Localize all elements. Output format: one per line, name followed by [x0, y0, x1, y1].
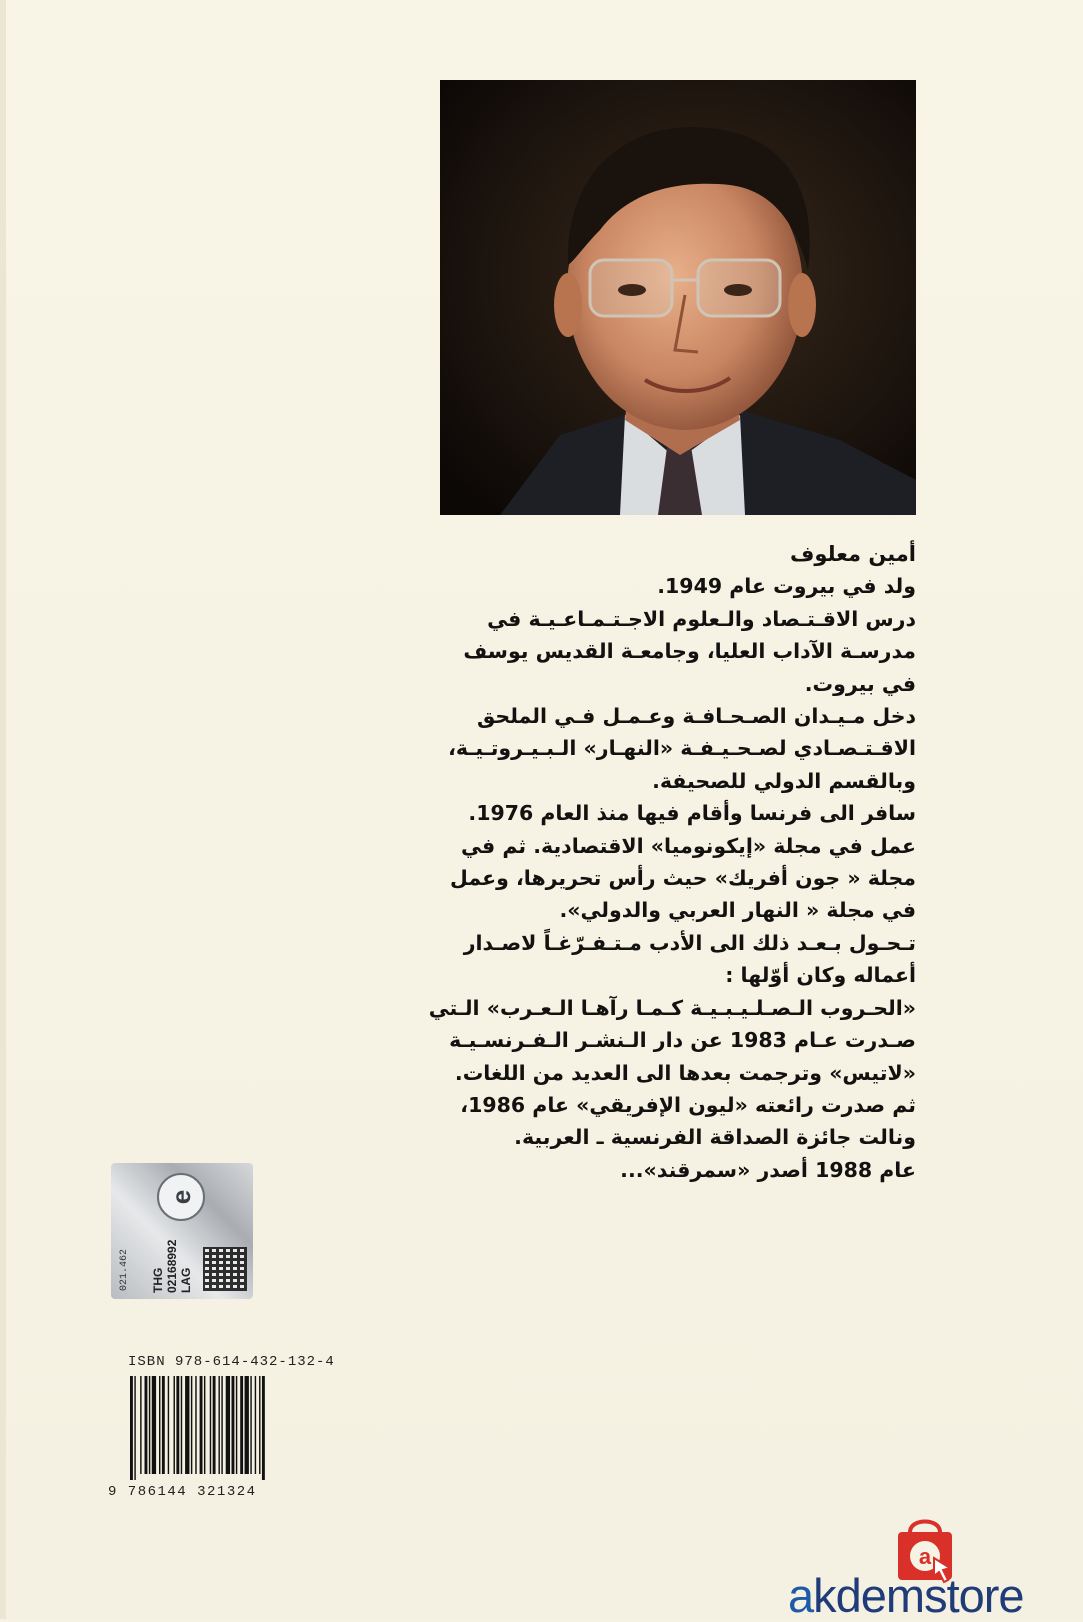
barcode-bar [240, 1376, 243, 1474]
bio-line: صـدرت عـام 1983 عن دار الـنشـر الـفـرنسـيـة [449, 1028, 916, 1053]
barcode-digits: 9 786144 321324 [108, 1484, 257, 1500]
barcode-bar [262, 1376, 265, 1480]
bio-line: ولد في بيروت عام 1949. [657, 574, 916, 599]
svg-text:a: a [918, 1544, 932, 1569]
qr-code-icon [203, 1247, 247, 1291]
barcode-bar [134, 1376, 135, 1480]
sticker-code: 021.462 [119, 1248, 130, 1291]
store-name-rest: kdemstore [813, 1569, 1024, 1622]
barcode-bar [191, 1376, 192, 1474]
sticker-text [151, 1223, 193, 1293]
barcode-bar [195, 1376, 196, 1474]
barcode-bar [174, 1376, 175, 1474]
bio-line: مدرسـة الآداب العليا، وجامعـة القديس يوسف [463, 639, 916, 664]
barcode-bar [149, 1376, 150, 1474]
barcode-bar [176, 1376, 179, 1474]
bio-line: ثم صدرت رائعته «ليون الإفريقي» عام 1986، [460, 1092, 916, 1117]
bio-line: عام 1988 أصدر «سمرقند»... [620, 1157, 916, 1182]
store-name [788, 1569, 1083, 1622]
bio-line: تـحـول بـعـد ذلك الى الأدب مـتـفـرّغـاً لاصـدار [463, 930, 916, 955]
barcode-bar [181, 1376, 182, 1474]
barcode-bar [259, 1376, 260, 1474]
hologram-sticker [111, 1163, 253, 1299]
sticker-line: 02168992 [165, 1239, 179, 1293]
author-biography [428, 538, 916, 1186]
barcode-bar [140, 1376, 141, 1474]
bio-line: «الحـروب الـصـلـيـبـيـة كـمـا رآهـا الـعـرب» الـتي [428, 995, 916, 1020]
barcode-bar [245, 1376, 249, 1474]
barcode-bar [232, 1376, 235, 1474]
author-photo [440, 80, 916, 515]
barcode-bar [250, 1376, 251, 1474]
bio-line: مجلة « جون أفريك» حيث رأس تحريرها، وعمل [450, 866, 916, 891]
isbn-label: ISBN 978-614-432-132-4 [128, 1354, 335, 1370]
bio-line: «لاتيس» وترجمت بعدها الى العديد من اللغات. [454, 1060, 916, 1085]
barcode-bar [236, 1376, 237, 1474]
bio-line: أعماله وكان أوّلها : [725, 963, 916, 988]
barcode-bar [145, 1376, 148, 1474]
bio-line: دخل مـيـدان الصـحـافـة وعـمـل فـي الملحق [476, 704, 916, 729]
bio-line: في مجلة « النهار العربي والدولي». [559, 898, 916, 923]
barcode-bar [213, 1376, 216, 1474]
bio-line: في بيروت. [804, 671, 916, 696]
barcode-bar [130, 1376, 133, 1480]
barcode-bar [162, 1376, 165, 1474]
barcode-bar [210, 1376, 211, 1474]
bio-line: الاقـتـصـادي لصـحـيـفـة «النهـار» الـبـيـروتـيـة، [448, 736, 916, 761]
barcode-bar [226, 1376, 230, 1474]
cover-edge [0, 0, 6, 1619]
barcode-bar [221, 1376, 222, 1474]
bio-line: سافر الى فرنسا وأقام فيها منذ العام 1976. [468, 801, 916, 826]
sticker-line: LAG [179, 1267, 193, 1293]
barcode-bar [255, 1376, 256, 1474]
bio-line: عمل في مجلة «إيكونوميا» الاقتصادية. ثم في [461, 833, 916, 858]
barcode-bar [185, 1376, 189, 1474]
sticker-line: THG [151, 1267, 165, 1293]
barcode-bar [168, 1376, 169, 1474]
sticker-logo-icon: e [157, 1173, 205, 1221]
barcode-bar [204, 1376, 205, 1474]
author-name: أمين معلوف [790, 542, 916, 566]
bio-line: ونالت جائزة الصداقة الفرنسية ـ العربية. [514, 1125, 916, 1150]
bio-line: وبالقسم الدولي للصحيفة. [652, 768, 916, 793]
bio-line: درس الاقـتـصاد والـعلوم الاجـتـمـاعـيـة في [487, 606, 916, 631]
barcode-bar [200, 1376, 203, 1474]
barcode-bar [152, 1376, 156, 1474]
store-name-prefix: a [788, 1569, 814, 1622]
barcode-bar [218, 1376, 219, 1474]
barcode [128, 1376, 324, 1480]
barcode-bar [159, 1376, 160, 1474]
